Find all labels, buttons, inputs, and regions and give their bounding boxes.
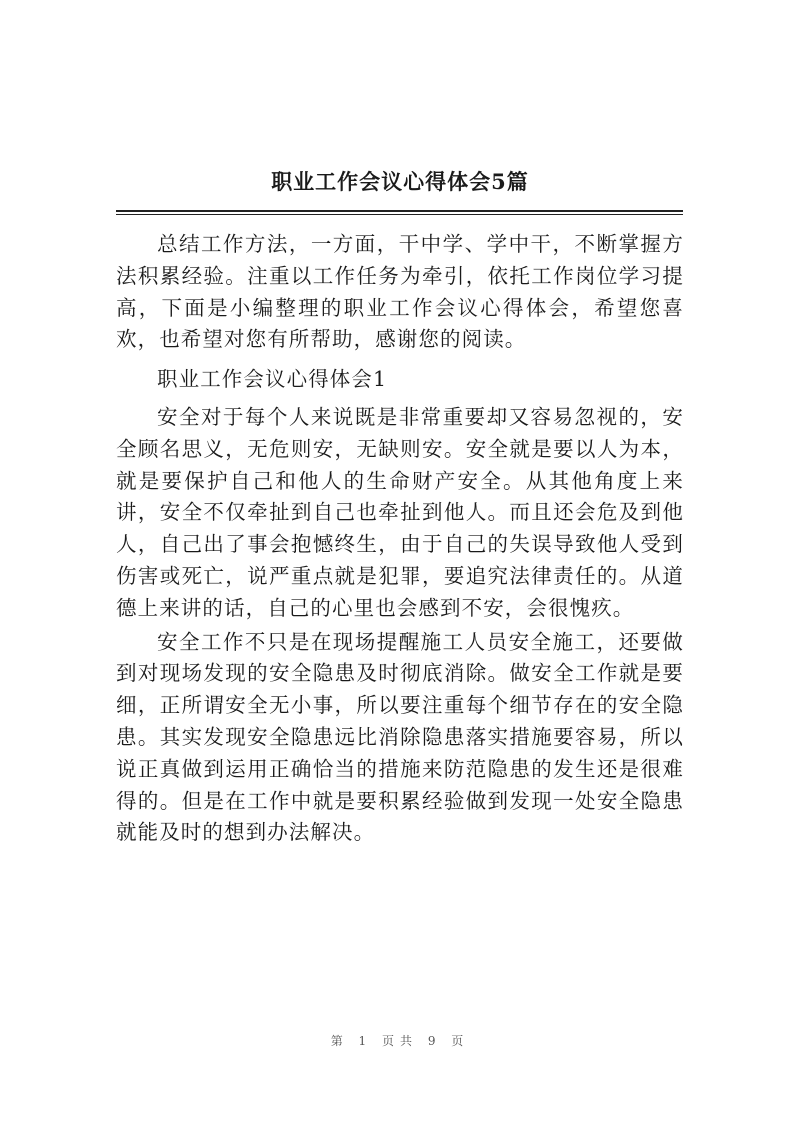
page-number-footer: 第 1 页共 9 页	[330, 1034, 470, 1048]
title-divider	[116, 210, 683, 212]
intro-paragraph: 总结工作方法，一方面，干中学、学中干，不断掌握方法积累经验。注重以工作任务为牵引，依托工作岗位学习提高，下面是小编整理的职业工作会议心得体会，希望您喜欢，也希望对您有所帮助，感谢您的阅读。	[116, 232, 684, 352]
document-body	[116, 229, 684, 849]
document-title: 职业工作会议心得体会5篇	[271, 169, 529, 194]
title-divider-thin	[116, 214, 683, 215]
body-paragraph-1: 安全对于每个人来说既是非常重要却又容易忽视的，安全顾名思义，无危则安，无缺则安。安全就是要以人为本，就是要保护自己和他人的生命财产安全。从其他角度上来讲，安全不仅牵扯到自己也牵扯到他人。而且还会危及到他人，自己出了事会抱憾终生，由于自己的失误导致他人受到伤害或死亡，说严重点就是犯罪，要追究法律责任的。从道德上来讲的话，自己的心里也会感到不安，会很愧疚。	[116, 404, 684, 620]
body-paragraph-2: 安全工作不只是在现场提醒施工人员安全施工，还要做到对现场发现的安全隐患及时彻底消除。做安全工作就是要细，正所谓安全无小事，所以要注重每个细节存在的安全隐患。其实发现安全隐患远比消除隐患落实措施要容易，所以说正真做到运用正确恰当的措施来防范隐患的发生还是很难得的。但是在工作中就是要积累经验做到发现一处安全隐患就能及时的想到办法解决。	[116, 629, 684, 845]
section-heading: 职业工作会议心得体会1	[157, 367, 388, 392]
